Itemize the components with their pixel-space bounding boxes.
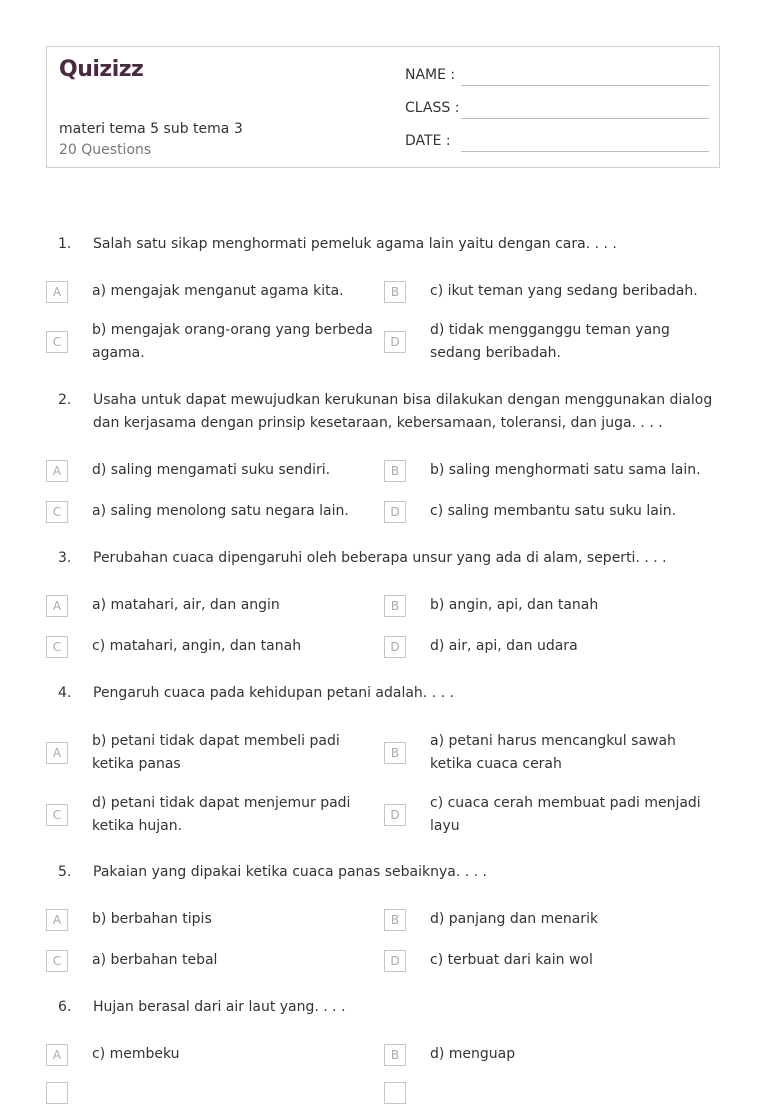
option-text: a) mengajak menganut agama kita. bbox=[92, 283, 344, 299]
option-letter: C bbox=[46, 501, 68, 523]
question-text: Hujan berasal dari air laut yang. . . . bbox=[93, 999, 346, 1015]
option-letter: C bbox=[46, 950, 68, 972]
option-letter: B bbox=[384, 595, 406, 617]
option-letter: A bbox=[46, 460, 68, 482]
option-text: c) cuaca cerah membuat padi menjadi layu bbox=[430, 795, 701, 834]
option-letter: B bbox=[384, 1044, 406, 1066]
class-label: CLASS : bbox=[405, 100, 460, 116]
option-text: d) petani tidak dapat menjemur padi ketika hujan. bbox=[92, 795, 351, 834]
question-count: 20 Questions bbox=[59, 142, 152, 158]
option-text: a) petani harus mencangkul sawah ketika cuaca cerah bbox=[430, 733, 676, 772]
question-text: Pengaruh cuaca pada kehidupan petani adalah. . . . bbox=[93, 685, 454, 701]
class-line bbox=[461, 118, 709, 119]
name-line bbox=[461, 85, 709, 86]
option-text: c) ikut teman yang sedang beribadah. bbox=[430, 283, 698, 299]
date-line bbox=[461, 151, 709, 152]
option-letter: A bbox=[46, 909, 68, 931]
option-letter: A bbox=[46, 281, 68, 303]
worksheet-header bbox=[46, 46, 720, 168]
option-text: d) air, api, dan udara bbox=[430, 638, 578, 654]
option-letter-box bbox=[384, 1082, 406, 1104]
option-letter: B bbox=[384, 460, 406, 482]
option-letter: B bbox=[384, 281, 406, 303]
class-field[interactable] bbox=[405, 100, 709, 120]
option-text: c) matahari, angin, dan tanah bbox=[92, 638, 302, 654]
option-text: d) menguap bbox=[430, 1046, 516, 1062]
option-letter: A bbox=[46, 1044, 68, 1066]
option-letter: A bbox=[46, 595, 68, 617]
question-number: 3. bbox=[58, 550, 72, 566]
quizizz-logo: Quizizz bbox=[59, 57, 144, 82]
option-text: a) matahari, air, dan angin bbox=[92, 597, 280, 613]
option-letter: A bbox=[46, 742, 68, 764]
option-text: d) tidak mengganggu teman yang sedang beribadah. bbox=[430, 322, 670, 361]
question-number: 1. bbox=[58, 236, 72, 252]
option-text: b) petani tidak dapat membeli padi ketika panas bbox=[92, 733, 340, 772]
question-number: 4. bbox=[58, 685, 72, 701]
date-label: DATE : bbox=[405, 133, 451, 149]
option-text: b) berbahan tipis bbox=[92, 911, 212, 927]
option-text: c) membeku bbox=[92, 1046, 180, 1062]
option-text: b) mengajak orang-orang yang berbeda agama. bbox=[92, 322, 373, 361]
option-letter: C bbox=[46, 331, 68, 353]
option-text: c) saling membantu satu suku lain. bbox=[430, 503, 677, 519]
option-letter: D bbox=[384, 331, 406, 353]
question-number: 5. bbox=[58, 864, 72, 880]
option-text: a) saling menolong satu negara lain. bbox=[92, 503, 349, 519]
worksheet-title: materi tema 5 sub tema 3 bbox=[59, 121, 243, 137]
option-text: d) saling mengamati suku sendiri. bbox=[92, 462, 331, 478]
option-text: a) berbahan tebal bbox=[92, 952, 218, 968]
question-number: 6. bbox=[58, 999, 72, 1015]
option-letter: B bbox=[384, 742, 406, 764]
option-letter: D bbox=[384, 950, 406, 972]
option-letter: C bbox=[46, 804, 68, 826]
option-letter: C bbox=[46, 636, 68, 658]
option-text: d) panjang dan menarik bbox=[430, 911, 599, 927]
option-text: c) terbuat dari kain wol bbox=[430, 952, 593, 968]
date-field[interactable] bbox=[405, 133, 709, 153]
name-field[interactable] bbox=[405, 67, 709, 87]
option-letter: B bbox=[384, 909, 406, 931]
option-letter: D bbox=[384, 636, 406, 658]
question-text: Pakaian yang dipakai ketika cuaca panas sebaiknya. . . . bbox=[93, 864, 488, 880]
question-text: Perubahan cuaca dipengaruhi oleh beberapa unsur yang ada di alam, seperti. . . . bbox=[93, 550, 667, 566]
question-text: Salah satu sikap menghormati pemeluk agama lain yaitu dengan cara. . . . bbox=[93, 236, 617, 252]
option-text: b) angin, api, dan tanah bbox=[430, 597, 599, 613]
name-label: NAME : bbox=[405, 67, 456, 83]
question-text: Usaha untuk dapat mewujudkan kerukunan bisa dilakukan dengan menggunakan dialog dan kerjasama dengan prinsip kesetaraan, kebersamaan, toleransi, dan juga. . . . bbox=[93, 392, 713, 431]
question-number: 2. bbox=[58, 392, 72, 408]
option-letter: D bbox=[384, 804, 406, 826]
option-text: b) saling menghormati satu sama lain. bbox=[430, 462, 701, 478]
option-letter-box bbox=[46, 1082, 68, 1104]
option-letter: D bbox=[384, 501, 406, 523]
